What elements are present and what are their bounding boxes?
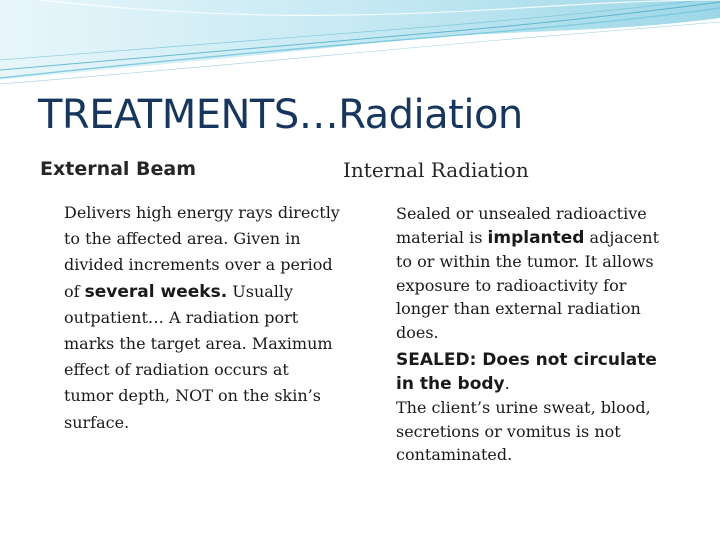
header-wave-decoration bbox=[0, 0, 720, 90]
implant-text-after: adjacent to or within the tumor. It allows exposure to radioactivity for longer than external radiation does. bbox=[396, 227, 659, 342]
sealed-period: . bbox=[504, 374, 510, 393]
implanted-emphasis: implanted bbox=[487, 227, 585, 248]
internal-radiation-bullet-1 bbox=[343, 202, 673, 344]
external-beam-bullet bbox=[40, 200, 340, 436]
sealed-emphasis: SEALED: Does not circulate in the body bbox=[396, 350, 657, 394]
internal-radiation-bullet-2 bbox=[343, 348, 673, 467]
external-beam-text-after: Usually outpatient… A radiation port marks the target area. Maximum effect of radiation occurs at tumor depth, NOT on the skin’s surface. bbox=[64, 281, 333, 432]
external-beam-emphasis: several weeks. bbox=[84, 281, 228, 302]
external-beam-column bbox=[40, 158, 340, 440]
implant-text-before: Sealed or unsealed radioactive material is bbox=[396, 204, 647, 247]
internal-radiation-heading: Internal Radiation bbox=[343, 158, 529, 182]
external-beam-heading: External Beam bbox=[40, 158, 197, 180]
sealed-text-after: The client’s urine sweat, blood, secretions or vomitus is not contaminated. bbox=[396, 398, 651, 464]
internal-radiation-column bbox=[343, 158, 673, 471]
slide-title: TREATMENTS…Radiation bbox=[38, 92, 523, 138]
external-beam-text-before: Delivers high energy rays directly to the affected area. Given in divided increments over a period of bbox=[64, 203, 340, 301]
